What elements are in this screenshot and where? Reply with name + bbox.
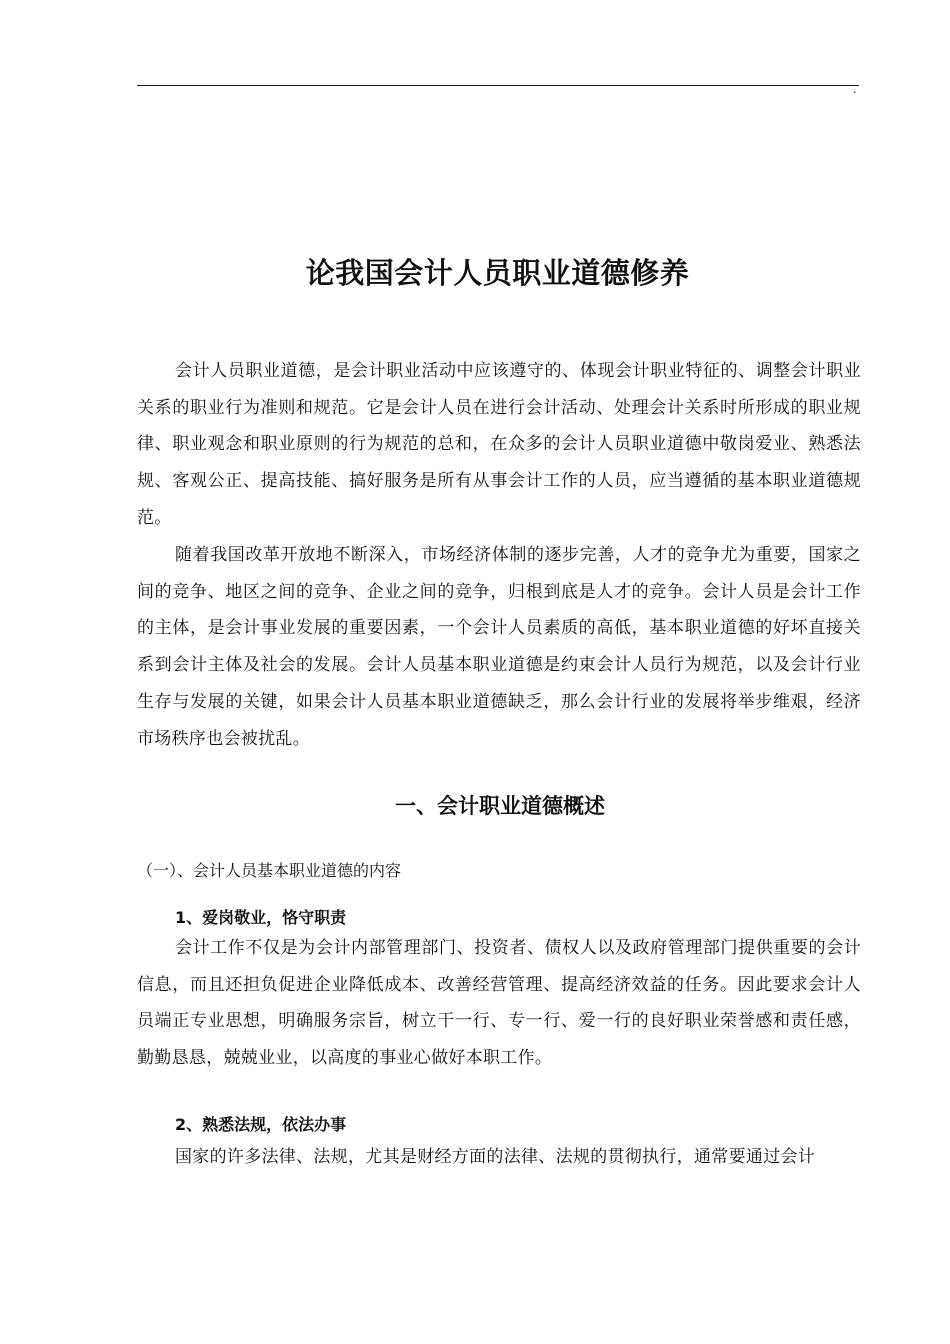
item-heading-2: 2、熟悉法规，依法办事: [175, 1115, 347, 1134]
header-rule: [137, 85, 859, 86]
intro-paragraph-2: 随着我国改革开放地不断深入，市场经济体制的逐步完善，人才的竞争尤为重要，国家之间的竞争、地区之间的竞争、企业之间的竞争，归根到底是人才的竞争。会计人员是会计工作的主体，是会计事业发展的重要因素，一个会计人员素质的高低，基本职业道德的好坏直接关系到会计主体及社会的发展。会计人员基本职业道德是约束会计人员行为规范，以及会计行业生存与发展的关键，如果会计人员基本职业道德缺乏，那么会计行业的发展将举步维艰，经济市场秩序也会被扰乱。: [137, 545, 861, 749]
item-heading-1: 1、爱岗敬业，恪守职责: [175, 908, 347, 927]
intro-paragraph-1: 会计人员职业道德，是会计职业活动中应该遵守的、体现会计职业特征的、调整会计职业关系的职业行为准则和规范。它是会计人员在进行会计活动、处理会计关系时所形成的职业规律、职业观念和职业原则的行为规范的总和，在众多的会计人员职业道德中敬岗爱业、熟悉法规、客观公正、提高技能、搞好服务是所有从事会计工作的人员，应当遵循的基本职业道德规范。: [137, 361, 861, 528]
section-subheading: （一）、会计人员基本职业道德的内容: [137, 861, 402, 880]
document-title: 论我国会计人员职业道德修养: [305, 256, 690, 290]
item-paragraph-1: 会计工作不仅是为会计内部管理部门、投资者、债权人以及政府管理部门提供重要的会计信息，而且还担负促进企业降低成本、改善经营管理、提高经济效益的任务。因此要求会计人员端正专业思想，明确服务宗旨，树立干一行、专一行、爱一行的良好职业荣誉感和责任感，勤勤恳恳，兢兢业业，以高度的事业心做好本职工作。: [137, 938, 861, 1069]
section-heading: 一、会计职业道德概述: [395, 794, 605, 818]
item-paragraph-2: 国家的许多法律、法规，尤其是财经方面的法律、法规的贯彻执行，通常要通过会计: [175, 1147, 816, 1167]
header-mark: .: [853, 83, 857, 96]
